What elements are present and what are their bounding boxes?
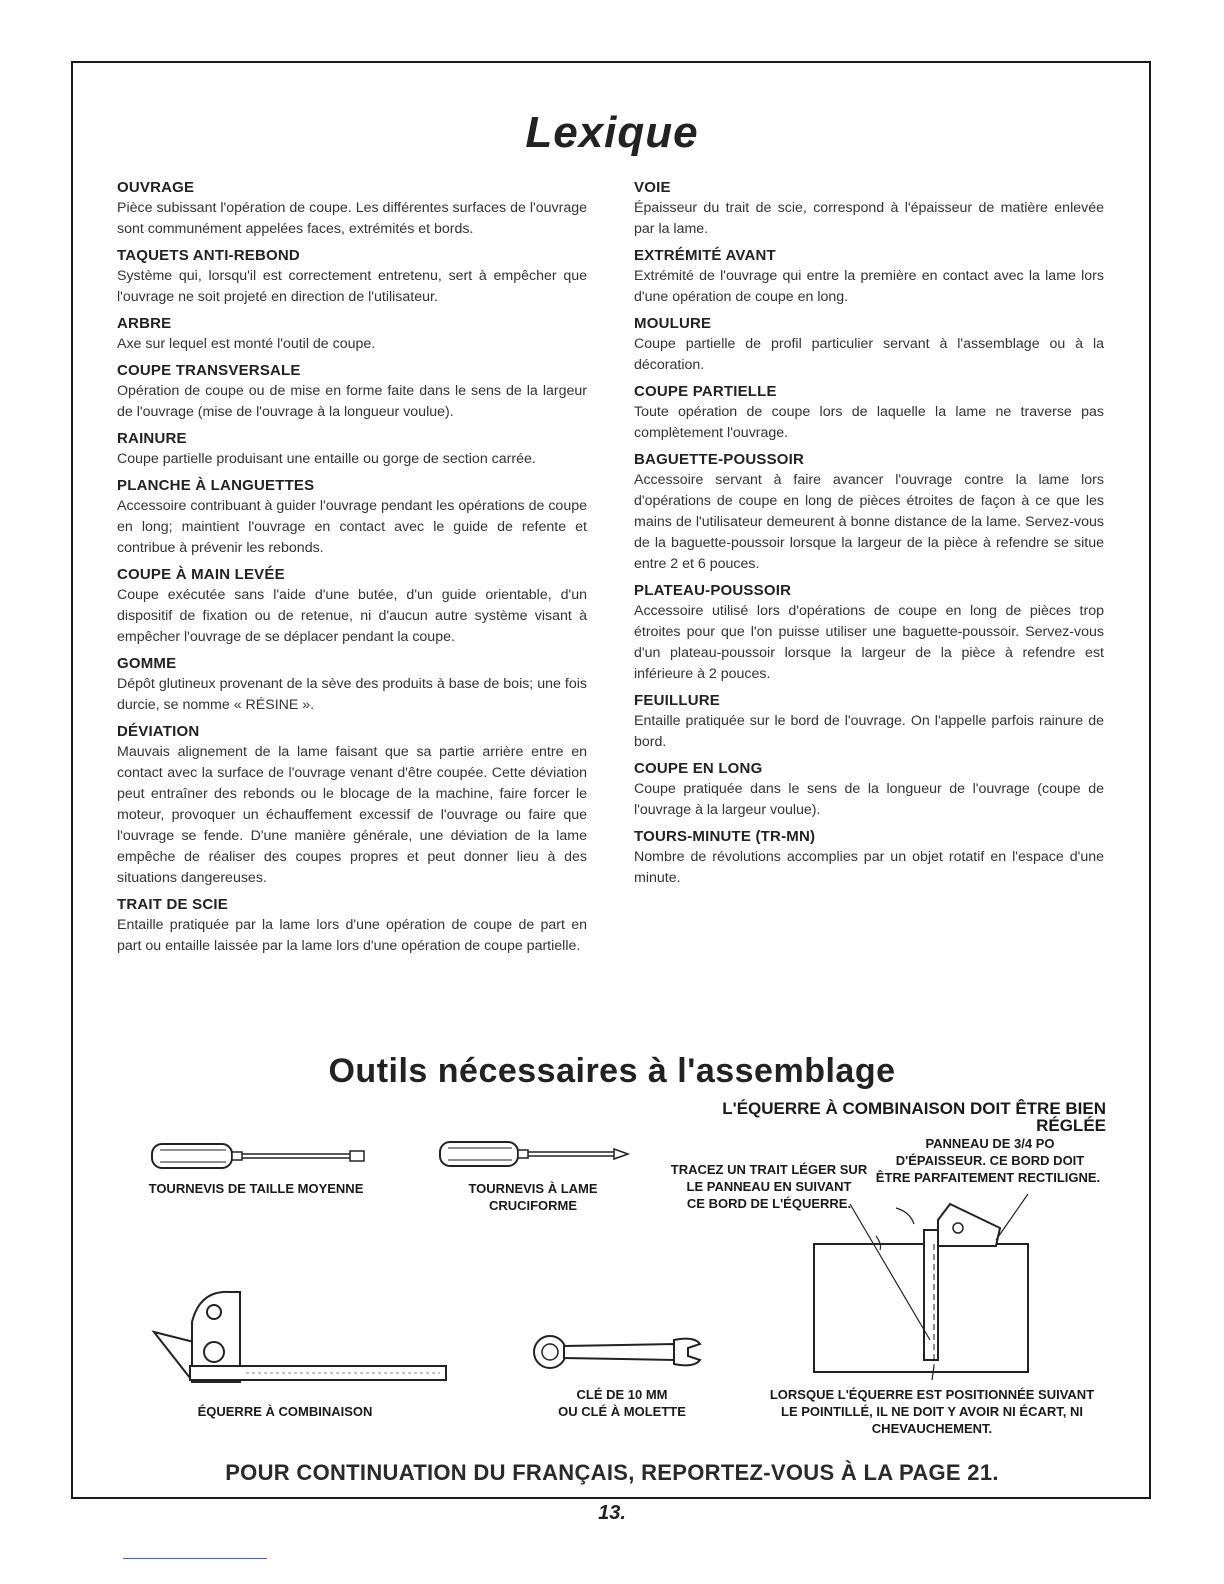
trace-label-2: LE PANNEAU EN SUIVANT — [686, 1179, 852, 1194]
glossary-definition: Dépôt glutineux provenant de la sève des produits à base de bois; une fois durcie, se nomme « RÉSINE ». — [117, 676, 587, 713]
phillips-screwdriver-label-1: TOURNEVIS À LAME — [468, 1181, 598, 1196]
combination-square-label: ÉQUERRE À COMBINAISON — [197, 1404, 373, 1419]
glossary-entry — [634, 827, 1104, 889]
glossary-entry — [634, 759, 1104, 821]
glossary-definition: Opération de coupe ou de mise en forme faite dans le sens de la largeur de l'ouvrage (mise de l'ouvrage à la longueur voulue). — [117, 383, 587, 420]
trace-label-3: CE BORD DE L'ÉQUERRE. — [686, 1196, 852, 1211]
glossary-entry — [117, 476, 587, 559]
glossary-definition: Coupe pratiquée dans le sens de la longueur de l'ouvrage (coupe de l'ouvrage à la largeur voulue). — [634, 781, 1104, 818]
glossary-term: MOULURE — [634, 315, 712, 332]
glossary-definition: Coupe exécutée sans l'aide d'une butée, d'un guide orientable, d'un dispositif de fixation ou de retenue, ni d'aucun autre système visant à empêcher l'ouvrage de se déplacer pendant la coupe. — [117, 587, 587, 645]
glossary-definition: Pièce subissant l'opération de coupe. Les différentes surfaces de l'ouvrage sont communément appelées faces, extrémités et bords. — [117, 200, 587, 237]
glossary-term: ARBRE — [117, 315, 172, 332]
panel-label-2: D'ÉPAISSEUR. CE BORD DOIT — [895, 1153, 1085, 1168]
panel-label-1: PANNEAU DE 3/4 PO — [925, 1136, 1055, 1151]
combination-square-illustration — [150, 1282, 450, 1392]
glossary-entry — [117, 178, 587, 240]
page-number: 13. — [598, 1502, 626, 1524]
glossary-term: COUPE TRANSVERSALE — [117, 362, 301, 379]
glossary-right-column — [634, 178, 1104, 895]
glossary-definition: Accessoire servant à faire avancer l'ouvrage contre la lame lors d'opérations de coupe en long de pièces étroites de façon à ce que les mains de l'utilisateur demeurent à bonne distance de la lame. Servez-vous de la baguette-poussoir lorsque la largeur de la pièce à refendre se situe entre 2 et 6 pouces. — [634, 472, 1104, 572]
flat-screwdriver-illustration — [150, 1140, 370, 1180]
glossary-entry — [117, 895, 587, 957]
square-note-1: LORSQUE L'ÉQUERRE EST POSITIONNÉE SUIVANT — [769, 1387, 1095, 1402]
page-title: Lexique — [525, 108, 699, 157]
glossary-definition: Système qui, lorsqu'il est correctement entretenu, sert à empêcher que l'ouvrage ne soit projeté en direction de l'utilisateur. — [117, 268, 587, 305]
glossary-definition: Entaille pratiquée par la lame lors d'une opération de coupe de part en part ou entaille laissée par la lame lors d'une opération de coupe partielle. — [117, 917, 587, 954]
glossary-definition: Axe sur lequel est monté l'outil de coupe. — [117, 336, 376, 352]
glossary-term: VOIE — [634, 179, 671, 196]
square-note-3: CHEVAUCHEMENT. — [871, 1421, 993, 1436]
glossary-definition: Extrémité de l'ouvrage qui entre la première en contact avec la lame lors d'une opération de coupe en long. — [634, 268, 1104, 305]
glossary-entry — [117, 314, 587, 355]
continuation-note: POUR CONTINUATION DU FRANÇAIS, REPORTEZ-VOUS À LA PAGE 21. — [225, 1460, 999, 1485]
wrench-label-1: CLÉ DE 10 MM — [576, 1387, 668, 1402]
glossary-term: RAINURE — [117, 430, 187, 447]
wrench-label-2: OU CLÉ À MOLETTE — [558, 1404, 686, 1419]
glossary-term: DÉVIATION — [117, 723, 200, 740]
glossary-entry — [634, 581, 1104, 685]
glossary-definition: Accessoire contribuant à guider l'ouvrage pendant les opérations de coupe en long; maintient l'ouvrage en contact avec le guide de refente et contribue à prévenir les rebonds. — [117, 498, 587, 556]
glossary-entry — [117, 722, 587, 889]
phillips-screwdriver-illustration — [438, 1138, 638, 1178]
phillips-screwdriver-label-2: CRUCIFORME — [488, 1198, 578, 1213]
glossary-definition: Mauvais alignement de la lame faisant que sa partie arrière entre en contact avec la surface de l'ouvrage venant d'être coupée. Cette déviation peut entraîner des rebonds ou le blocage de la machine, faire forcer le moteur, provoquer un échauffement excessif de l'ouvrage ou faire que l'ouvrage se fende. D'une manière générale, une déviation de la lame empêche de réaliser des coupes propres et peut donner lieu à des situations dangereuses. — [117, 744, 587, 886]
glossary-term: PLANCHE À LANGUETTES — [117, 477, 315, 494]
glossary-entry — [117, 429, 587, 470]
glossary-term: EXTRÉMITÉ AVANT — [634, 247, 776, 264]
glossary-entry — [634, 178, 1104, 240]
glossary-definition: Épaisseur du trait de scie, correspond à l'épaisseur de matière enlevée par la lame. — [634, 200, 1104, 237]
glossary-left-column — [117, 178, 587, 963]
glossary-term: COUPE PARTIELLE — [634, 383, 777, 400]
glossary-entry — [117, 565, 587, 648]
wrench-illustration — [528, 1330, 708, 1374]
flat-screwdriver-label: TOURNEVIS DE TAILLE MOYENNE — [148, 1181, 364, 1196]
square-note-2: LE POINTILLÉ, IL NE DOIT Y AVOIR NI ÉCART, NI — [781, 1404, 1083, 1419]
glossary-term: BAGUETTE-POUSSOIR — [634, 451, 805, 468]
glossary-definition: Entaille pratiquée sur le bord de l'ouvrage. On l'appelle parfois rainure de bord. — [634, 713, 1104, 750]
glossary-entry — [634, 246, 1104, 308]
glossary-term: FEUILLURE — [634, 692, 720, 709]
trace-label-1: TRACEZ UN TRAIT LÉGER SUR — [670, 1162, 868, 1177]
glossary-entry — [634, 691, 1104, 753]
tools-heading: Outils nécessaires à l'assemblage — [328, 1052, 896, 1090]
glossary-term: COUPE EN LONG — [634, 760, 763, 777]
glossary-term: OUVRAGE — [117, 179, 195, 196]
glossary-definition: Coupe partielle de profil particulier servant à l'assemblage ou à la décoration. — [634, 336, 1104, 373]
glossary-term: TAQUETS ANTI-REBOND — [117, 247, 300, 264]
scan-line — [123, 1558, 267, 1559]
glossary-term: TOURS-MINUTE (TR-MN) — [634, 828, 816, 845]
panel-label-3: ÊTRE PARFAITEMENT RECTILIGNE. — [875, 1170, 1101, 1185]
glossary-definition: Nombre de révolutions accomplies par un objet rotatif en l'espace d'une minute. — [634, 849, 1104, 886]
glossary-entry — [117, 654, 587, 716]
glossary-entry — [634, 450, 1104, 575]
glossary-term: COUPE À MAIN LEVÉE — [117, 566, 285, 583]
square-check-diagram — [800, 1190, 1040, 1380]
glossary-term: PLATEAU-POUSSOIR — [634, 582, 792, 599]
square-check-heading: L'ÉQUERRE À COMBINAISON DOIT ÊTRE BIEN RÉGLÉE — [722, 1099, 1106, 1135]
glossary-entry — [634, 382, 1104, 444]
glossary-definition: Accessoire utilisé lors d'opérations de coupe en long de pièces trop étroites pour que l'on puisse utiliser une baguette-poussoir. Servez-vous d'un plateau-poussoir lorsque la largeur de la pièce à refendre est inférieure à 2 pouces. — [634, 603, 1104, 682]
glossary-entry — [634, 314, 1104, 376]
glossary-entry — [117, 361, 587, 423]
glossary-definition: Toute opération de coupe lors de laquelle la lame ne traverse pas complètement l'ouvrage. — [634, 404, 1104, 441]
glossary-entry — [117, 246, 587, 308]
glossary-definition: Coupe partielle produisant une entaille ou gorge de section carrée. — [117, 451, 536, 467]
glossary-term: TRAIT DE SCIE — [117, 896, 228, 913]
glossary-term: GOMME — [117, 655, 177, 672]
